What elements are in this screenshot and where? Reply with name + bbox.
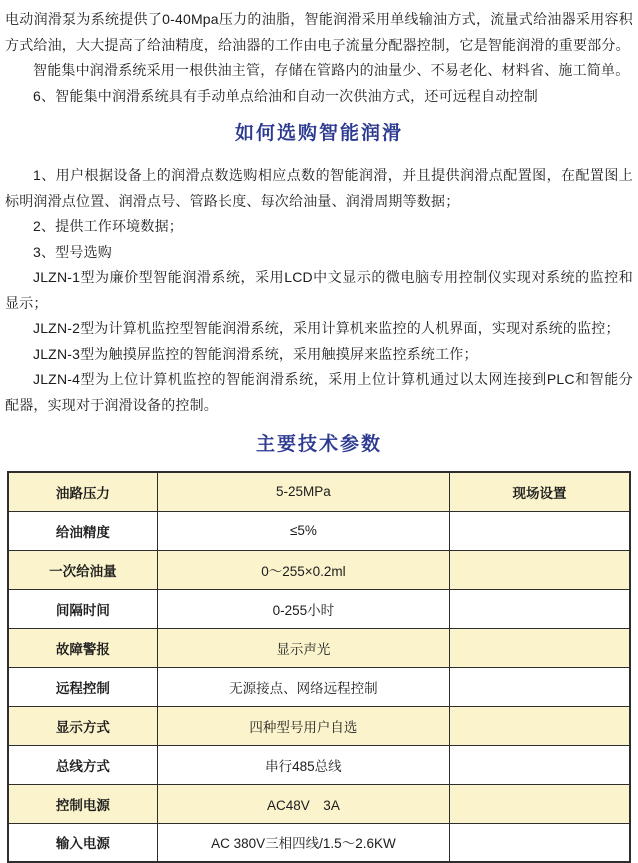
- param-value-cell: 无源接点、网络远程控制: [157, 667, 449, 706]
- body-paragraph: JLZN-4型为上位计算机监控的智能润滑系统，采用上位计算机通过以太网连接到PLC和智能分配器，实现对于润滑设备的控制。: [5, 371, 633, 413]
- param-note-cell: [450, 589, 630, 628]
- param-note-cell: 现场设置: [450, 472, 630, 511]
- table-row: [8, 745, 630, 784]
- selection-guide-block: [5, 163, 633, 418]
- param-note-cell: [450, 823, 630, 862]
- tech-params-table: [7, 471, 631, 863]
- param-value-cell: 0-255小时: [157, 589, 449, 628]
- body-paragraph: JLZN-3型为触摸屏监控的智能润滑系统，采用触摸屏来监控系统工作；: [33, 345, 478, 362]
- intro-block: [5, 7, 633, 109]
- param-note-cell: [450, 511, 630, 550]
- intro-paragraph: 智能集中润滑系统采用一根供油主管，存储在管路内的油量少、不易老化、材料省、施工简单。: [33, 62, 630, 78]
- table-row: [8, 667, 630, 706]
- param-value-cell: 四种型号用户自选: [157, 706, 449, 745]
- body-paragraph: JLZN-2型为计算机监控型智能润滑系统，采用计算机来监控的人机界面，实现对系统的监控；: [33, 320, 620, 336]
- param-value-cell: 显示声光: [157, 628, 449, 667]
- param-value-cell: AC 380V三相四线/1.5～2.6KW: [157, 823, 449, 862]
- param-note-cell: [450, 550, 630, 589]
- param-name-cell: 一次给油量: [8, 550, 157, 589]
- section-title-tech-params: 主要技术参数: [255, 434, 382, 455]
- param-note-cell: [450, 667, 630, 706]
- body-paragraph: 2、提供工作环境数据；: [33, 218, 183, 234]
- param-name-cell: 间隔时间: [8, 589, 157, 628]
- param-name-cell: 输入电源: [8, 823, 157, 862]
- intro-paragraph: 6、智能集中润滑系统具有手动单点给油和自动一次供油方式，还可远程自动控制: [33, 87, 538, 104]
- table-row: [8, 823, 630, 862]
- table-row: [8, 472, 630, 511]
- table-row: [8, 589, 630, 628]
- param-name-cell: 远程控制: [8, 667, 157, 706]
- param-note-cell: [450, 745, 630, 784]
- param-note-cell: [450, 706, 630, 745]
- param-name-cell: 总线方式: [8, 745, 157, 784]
- param-value-cell: 串行485总线: [157, 745, 449, 784]
- table-row: [8, 784, 630, 823]
- param-value-cell: ≤5%: [157, 511, 449, 550]
- param-name-cell: 给油精度: [8, 511, 157, 550]
- param-note-cell: [450, 628, 630, 667]
- param-value-cell: AC48V 3A: [157, 784, 449, 823]
- table-row: [8, 628, 630, 667]
- intro-paragraph: 电动润滑泵为系统提供了0-40Mpa压力的油脂，智能润滑采用单线输油方式，流量式给油器采用容积方式给油，大大提高了给油精度，给油器的工作由电子流量分配器控制，它是智能润滑的重要部分。: [5, 11, 633, 53]
- param-name-cell: 油路压力: [8, 472, 157, 511]
- table-row: [8, 511, 630, 550]
- table-row: [8, 550, 630, 589]
- param-name-cell: 控制电源: [8, 784, 157, 823]
- param-value-cell: 5-25MPa: [157, 472, 449, 511]
- section-title-how-to-choose: 如何选购智能润滑: [234, 123, 403, 144]
- body-paragraph: JLZN-1型为廉价型智能润滑系统，采用LCD中文显示的微电脑专用控制仪实现对系统的监控和显示；: [5, 269, 633, 311]
- body-paragraph: 1、用户根据设备上的润滑点数选购相应点数的智能润滑，并且提供润滑点配置图，在配置图上标明润滑点位置、润滑点号、管路长度、每次给油量、润滑周期等数据；: [5, 167, 633, 209]
- param-note-cell: [450, 784, 630, 823]
- param-name-cell: 故障警报: [8, 628, 157, 667]
- param-value-cell: 0～255×0.2ml: [157, 550, 449, 589]
- param-name-cell: 显示方式: [8, 706, 157, 745]
- body-paragraph: 3、型号选购: [33, 243, 112, 260]
- table-row: [8, 706, 630, 745]
